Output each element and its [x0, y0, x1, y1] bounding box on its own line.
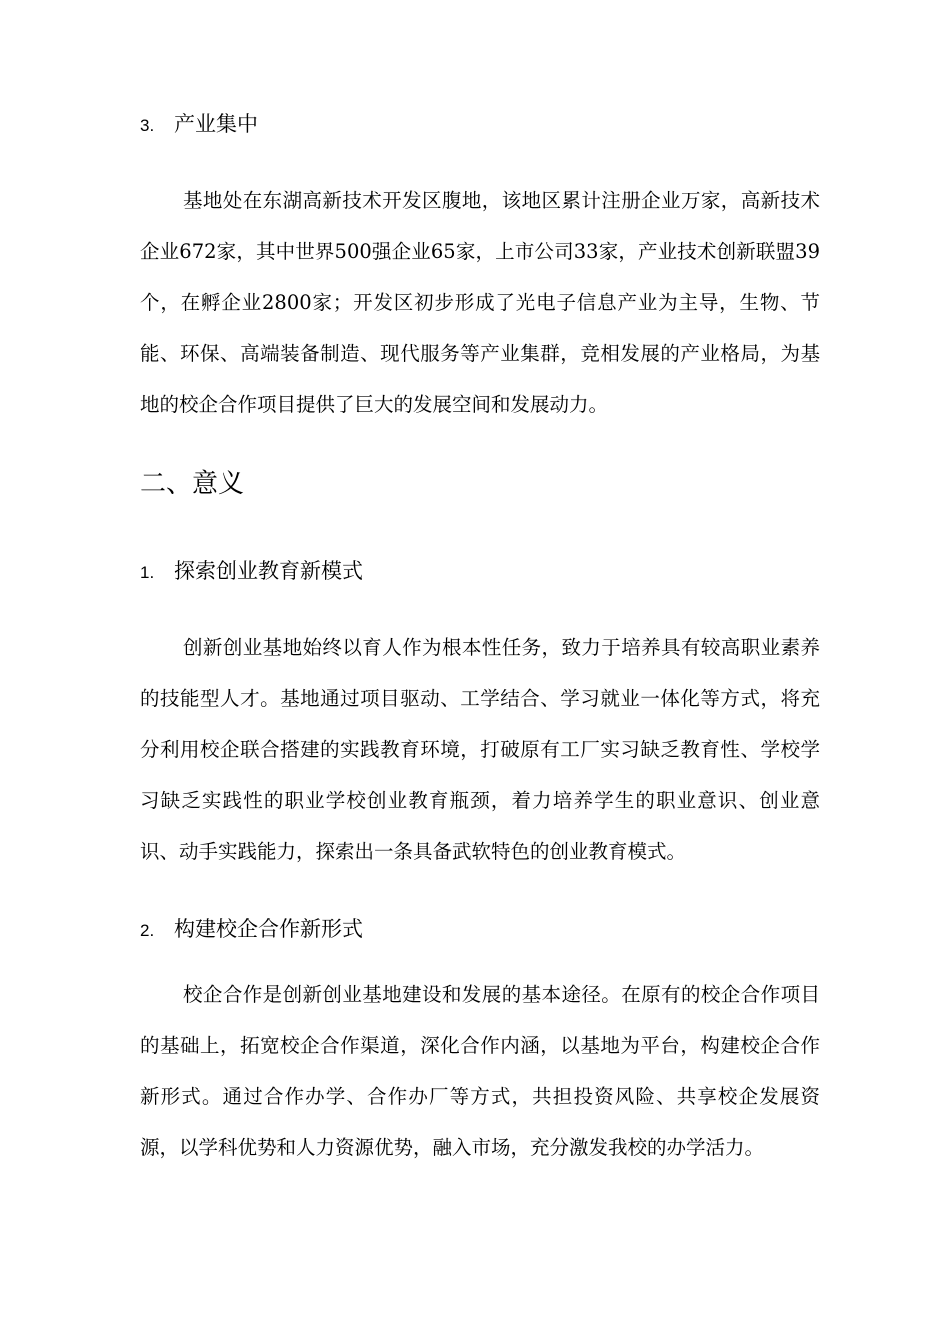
- section-heading-cooperation: [140, 915, 363, 945]
- paragraph-cooperation: 校企合作是创新创业基地建设和发展的基本途径。在原有的校企合作项目的基础上，拓宽校企合作渠道，深化合作内涵，以基地为平台，构建校企合作新形式。通过合作办学、合作办厂等方式，共担投资风险、共享校企发展资源，以学科优势和人力资源优势，融入市场，充分激发我校的办学活力。: [140, 983, 820, 1159]
- section-number: 1.: [140, 563, 155, 582]
- section-title: 产业集中: [174, 112, 258, 136]
- section-number: 3.: [140, 116, 155, 135]
- section-title: 探索创业教育新模式: [174, 559, 363, 583]
- section-number: 2.: [140, 921, 155, 940]
- paragraph-industry: 基地处在东湖高新技术开发区腹地，该地区累计注册企业万家，高新技术企业672家，其中世界500强企业65家，上市公司33家，产业技术创新联盟39个，在孵企业2800家；开发区初步形成了光电子信息产业为主导，生物、节能、环保、高端装备制造、现代服务等产业集群，竞相发展的产业格局，为基地的校企合作项目提供了巨大的发展空间和发展动力。: [140, 189, 820, 416]
- paragraph-explore: 创新创业基地始终以育人作为根本性任务，致力于培养具有较高职业素养的技能型人才。基地通过项目驱动、工学结合、学习就业一体化等方式，将充分利用校企联合搭建的实践教育环境，打破原有工厂实习缺乏教育性、学校学习缺乏实践性的职业学校创业教育瓶颈，着力培养学生的职业意识、创业意识、动手实践能力，探索出一条具备武软特色的创业教育模式。: [140, 636, 820, 863]
- section-heading-industry: [140, 110, 258, 140]
- section-title: 构建校企合作新形式: [174, 917, 363, 941]
- section-heading-explore: [140, 557, 363, 587]
- chapter-heading-significance: 二、意义: [140, 469, 245, 499]
